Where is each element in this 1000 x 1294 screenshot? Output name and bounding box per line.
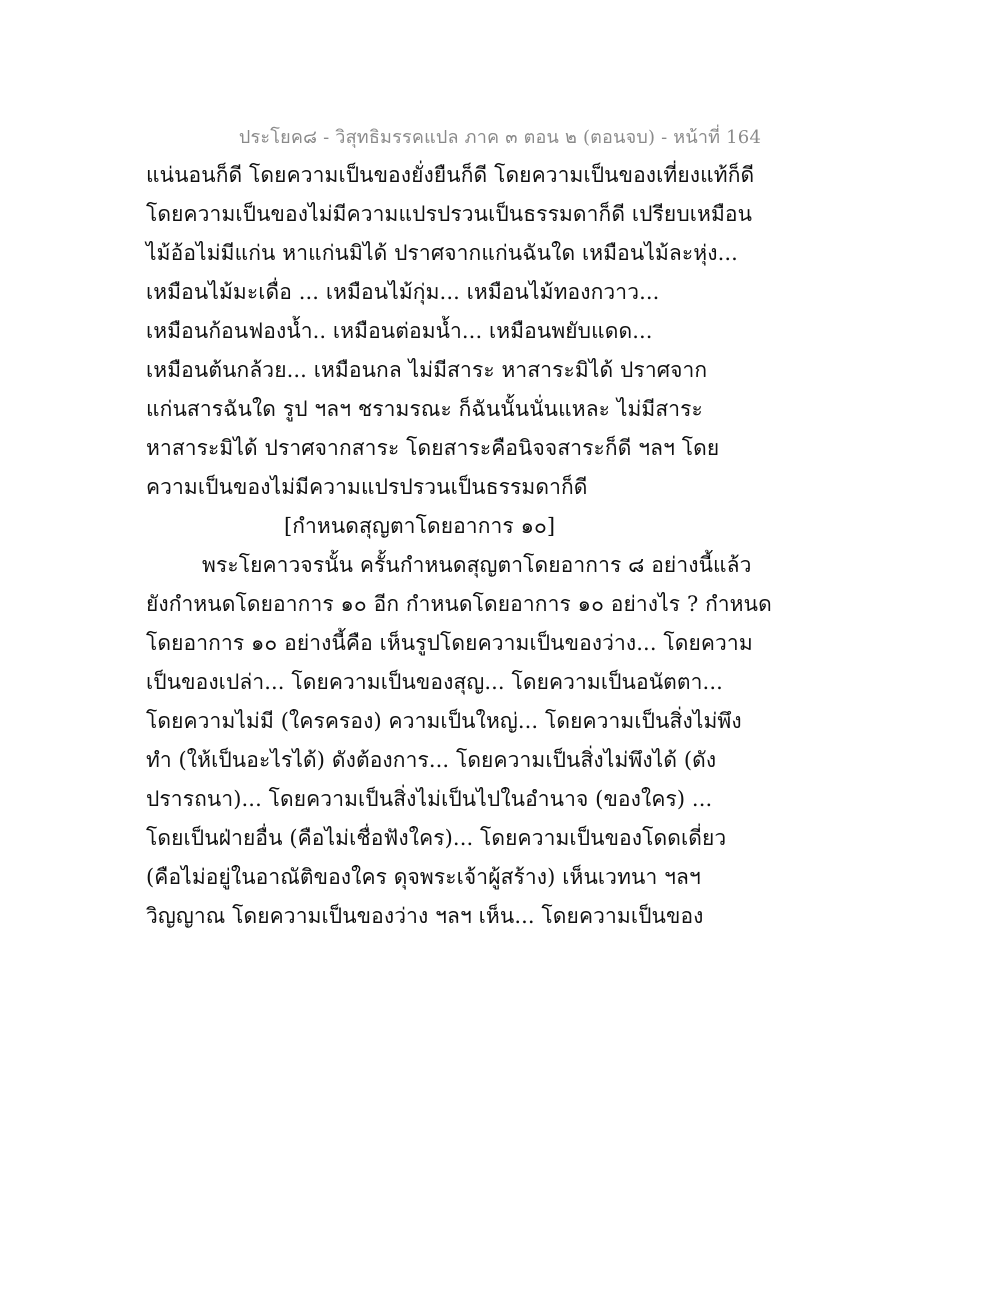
text-line: เหมือนไม้มะเดื่อ ... เหมือนไม้กุ่ม... เหมือนไม้ทองกวาว... xyxy=(146,280,660,304)
body-text xyxy=(146,156,866,936)
section-heading: [กำหนดสุญตาโดยอาการ ๑๐] xyxy=(284,514,556,538)
text-line: แก่นสารฉันใด รูป ฯลฯ ชรามรณะ ก็ฉันนั้นนั่นแหละ ไม่มีสาระ xyxy=(146,397,703,421)
text-line: พระโยคาวจรนั้น ครั้นกำหนดสุญตาโดยอาการ ๘ อย่างนี้แล้ว xyxy=(202,553,752,577)
text-line: เป็นของเปล่า... โดยความเป็นของสุญ... โดยความเป็นอนัตตา... xyxy=(146,670,723,694)
paragraph-1 xyxy=(146,156,866,507)
text-line: หาสาระมิได้ ปราศจากสาระ โดยสาระคือนิจจสาระก็ดี ฯลฯ โดย xyxy=(146,436,720,460)
text-line: ทำ (ให้เป็นอะไรได้) ดังต้องการ... โดยความเป็นสิ่งไม่พึงได้ (ดัง xyxy=(146,748,717,772)
text-line: ไม้อ้อไม่มีแก่น หาแก่นมิได้ ปราศจากแก่นฉันใด เหมือนไม้ละหุ่ง... xyxy=(146,241,738,265)
text-line: แน่นอนก็ดี โดยความเป็นของยั่งยืนก็ดี โดยความเป็นของเที่ยงแท้ก็ดี xyxy=(146,163,755,187)
text-line: โดยความเป็นของไม่มีความแปรปรวนเป็นธรรมดาก็ดี เปรียบเหมือน xyxy=(146,202,753,226)
running-header: ประโยค๘ - วิสุทธิมรรคแปล ภาค ๓ ตอน ๒ (ตอนจบ) - หน้าที่ 164 xyxy=(238,127,762,148)
text-line: วิญญาณ โดยความเป็นของว่าง ฯลฯ เห็น... โดยความเป็นของ xyxy=(146,904,704,928)
text-line: (คือไม่อยู่ในอาณัติของใคร ดุจพระเจ้าผู้สร้าง) เห็นเวทนา ฯลฯ xyxy=(146,865,701,889)
text-line: ปรารถนา)... โดยความเป็นสิ่งไม่เป็นไปในอำนาจ (ของใคร) ... xyxy=(146,787,713,811)
text-line: โดยเป็นฝ่ายอื่น (คือไม่เชื่อฟังใคร)... โดยความเป็นของโดดเดี่ยว xyxy=(146,826,727,850)
text-line: โดยความไม่มี (ใครครอง) ความเป็นใหญ่... โดยความเป็นสิ่งไม่พึง xyxy=(146,709,742,733)
text-line: เหมือนก้อนฟองน้ำ.. เหมือนต่อมน้ำ... เหมือนพยับแดด... xyxy=(146,319,653,343)
text-line: ความเป็นของไม่มีความแปรปรวนเป็นธรรมดาก็ดี xyxy=(146,475,588,499)
text-line: ยังกำหนดโดยอาการ ๑๐ อีก กำหนดโดยอาการ ๑๐ อย่างไร ? กำหนด xyxy=(146,592,772,616)
text-line: โดยอาการ ๑๐ อย่างนี้คือ เห็นรูปโดยความเป็นของว่าง... โดยความ xyxy=(146,631,753,655)
text-line: เหมือนต้นกล้วย... เหมือนกล ไม่มีสาระ หาสาระมิได้ ปราศจาก xyxy=(146,358,708,382)
paragraph-2 xyxy=(146,546,866,936)
